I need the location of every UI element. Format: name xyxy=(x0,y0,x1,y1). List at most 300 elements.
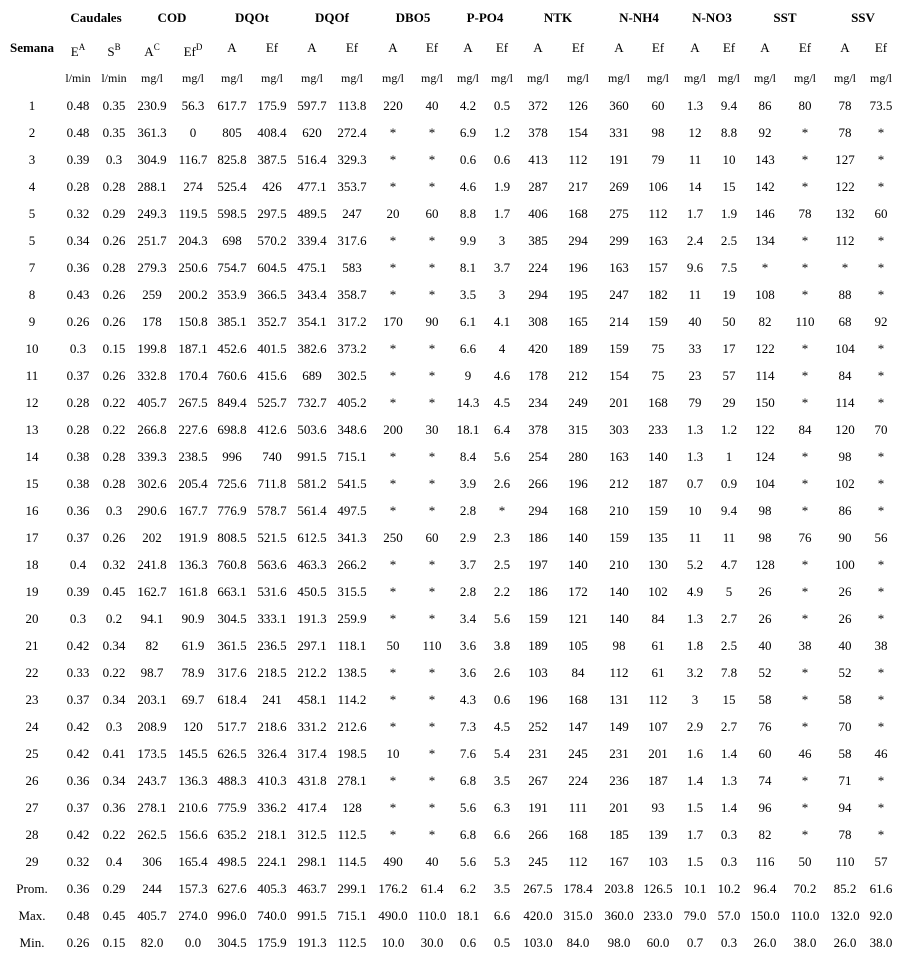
table-cell: 165.4 xyxy=(178,854,208,869)
column-subheader xyxy=(840,40,849,55)
summary-label: Min. xyxy=(19,935,45,950)
table-cell: 197 xyxy=(528,557,548,572)
table-cell: 0.4 xyxy=(105,854,123,869)
table-cell: 3.8 xyxy=(493,638,511,653)
summary-cell: 991.5 xyxy=(297,908,327,923)
table-cell: 167 xyxy=(609,854,629,869)
subheader-base: A xyxy=(144,44,154,59)
table-cell: 170.4 xyxy=(178,368,208,383)
unit-label: l/min xyxy=(101,71,127,85)
table-cell: 0.43 xyxy=(66,287,90,302)
table-cell: 173.5 xyxy=(137,746,167,761)
table-cell: * xyxy=(428,800,436,815)
column-subheader xyxy=(307,40,316,55)
table-cell: 0.2 xyxy=(105,611,123,626)
table-cell: 488.3 xyxy=(217,773,247,788)
summary-cell: 463.7 xyxy=(297,881,327,896)
table-cell: 266.2 xyxy=(337,557,367,572)
table-cell: 825.8 xyxy=(217,152,247,167)
table-cell: 333.1 xyxy=(257,611,287,626)
table-cell: 112 xyxy=(648,206,668,221)
table-cell: 413 xyxy=(528,152,548,167)
table-cell: 212.2 xyxy=(297,665,327,680)
table-cell: 119.5 xyxy=(178,206,208,221)
subheader-base: A xyxy=(227,40,237,55)
subheader-base: Ef xyxy=(425,40,439,55)
table-cell: 78.9 xyxy=(181,665,205,680)
table-cell: 140 xyxy=(648,449,668,464)
table-cell: 269 xyxy=(609,179,629,194)
table-cell: 489.5 xyxy=(297,206,327,221)
table-cell: 10 xyxy=(386,746,400,761)
table-cell: 79 xyxy=(651,152,665,167)
table-cell: 60 xyxy=(874,206,888,221)
table-cell: * xyxy=(389,179,397,194)
column-group-header: SST xyxy=(773,10,797,25)
table-cell: 90.9 xyxy=(181,611,205,626)
table-cell: 234 xyxy=(528,395,548,410)
table-cell: 191 xyxy=(528,800,548,815)
summary-cell: 112.5 xyxy=(337,935,367,950)
subheader-base: Ef xyxy=(651,40,665,55)
table-cell: 130 xyxy=(648,557,668,572)
summary-cell: 10.2 xyxy=(717,881,741,896)
table-cell: 210.6 xyxy=(178,800,208,815)
table-cell: 90 xyxy=(838,530,852,545)
table-cell: 227.6 xyxy=(178,422,208,437)
table-cell: 40 xyxy=(758,638,772,653)
subheader-base: A xyxy=(614,40,624,55)
table-cell: 7.5 xyxy=(720,260,738,275)
table-cell: 698.8 xyxy=(217,422,247,437)
unit-label: mg/l xyxy=(526,71,550,85)
table-cell: 317.4 xyxy=(297,746,327,761)
table-cell: 3.2 xyxy=(686,665,704,680)
week-cell: 5 xyxy=(28,233,36,248)
week-cell: 12 xyxy=(25,395,39,410)
table-cell: 163 xyxy=(609,260,629,275)
table-cell: 275 xyxy=(609,206,629,221)
table-cell: 113.8 xyxy=(337,98,367,113)
summary-cell: 84.0 xyxy=(566,935,590,950)
table-cell: 5.6 xyxy=(459,854,477,869)
table-cell: 7.3 xyxy=(459,719,477,734)
table-cell: 127 xyxy=(835,152,855,167)
table-cell: 0.39 xyxy=(66,584,90,599)
table-cell: 94.1 xyxy=(140,611,164,626)
column-group-header: DQOt xyxy=(235,10,269,25)
table-cell: * xyxy=(801,827,809,842)
table-cell: 110 xyxy=(422,638,442,653)
table-cell: 0.32 xyxy=(66,206,90,221)
unit-label: mg/l xyxy=(181,71,205,85)
table-cell: 561.4 xyxy=(297,503,327,518)
week-cell: 7 xyxy=(28,260,36,275)
table-cell: * xyxy=(389,665,397,680)
summary-cell: 26.0 xyxy=(753,935,777,950)
table-cell: 0.33 xyxy=(66,665,90,680)
summary-cell: 420.0 xyxy=(523,908,553,923)
summary-cell: 110.0 xyxy=(417,908,447,923)
table-cell: 4.1 xyxy=(493,314,511,329)
table-cell: 168 xyxy=(568,692,588,707)
table-cell: 159 xyxy=(609,530,629,545)
table-cell: 358.7 xyxy=(337,287,367,302)
table-cell: * xyxy=(498,503,506,518)
table-cell: 98 xyxy=(758,530,772,545)
table-cell: 198.5 xyxy=(337,746,367,761)
table-cell: 79 xyxy=(688,395,702,410)
table-cell: 304.5 xyxy=(217,611,247,626)
table-cell: 412.6 xyxy=(257,422,287,437)
summary-cell: 0.36 xyxy=(66,881,90,896)
summary-cell: 0.29 xyxy=(102,881,126,896)
summary-cell: 274.0 xyxy=(178,908,208,923)
column-subheader xyxy=(107,40,120,59)
subheader-base: Ef xyxy=(265,40,279,55)
table-cell: 231 xyxy=(528,746,548,761)
table-cell: 4.2 xyxy=(459,98,477,113)
column-subheader xyxy=(875,40,887,55)
table-cell: * xyxy=(801,152,809,167)
table-cell: 331.2 xyxy=(297,719,327,734)
table-cell: 175.9 xyxy=(257,98,287,113)
table-cell: 112 xyxy=(835,233,855,248)
table-cell: 149 xyxy=(609,719,629,734)
table-cell: 0.34 xyxy=(102,638,126,653)
column-subheader xyxy=(760,40,769,55)
table-cell: 2.8 xyxy=(459,584,477,599)
table-cell: 112 xyxy=(568,854,588,869)
table-cell: 1.7 xyxy=(686,827,704,842)
table-cell: 6.6 xyxy=(459,341,477,356)
subheader-base: A xyxy=(307,40,317,55)
table-cell: 740 xyxy=(262,449,282,464)
table-cell: * xyxy=(801,368,809,383)
table-cell: 372 xyxy=(528,98,548,113)
table-cell: 136.3 xyxy=(178,773,208,788)
table-cell: 315.5 xyxy=(337,584,367,599)
table-cell: 317.2 xyxy=(337,314,367,329)
table-cell: 290.6 xyxy=(137,503,167,518)
table-cell: 570.2 xyxy=(257,233,287,248)
table-cell: 252 xyxy=(528,719,548,734)
summary-cell: 627.6 xyxy=(217,881,247,896)
week-cell: 16 xyxy=(25,503,39,518)
table-cell: 312.5 xyxy=(297,827,327,842)
table-cell: 477.1 xyxy=(297,179,327,194)
table-cell: 0.41 xyxy=(102,746,126,761)
table-cell: 294 xyxy=(528,287,548,302)
summary-cell: 267.5 xyxy=(523,881,553,896)
table-cell: * xyxy=(877,719,885,734)
table-cell: 78 xyxy=(838,98,852,113)
table-cell: 0.34 xyxy=(102,692,126,707)
table-cell: * xyxy=(801,557,809,572)
table-cell: 135 xyxy=(648,530,668,545)
column-group-header: COD xyxy=(157,10,187,25)
summary-cell: 0.7 xyxy=(686,935,704,950)
table-cell: 100 xyxy=(835,557,855,572)
unit-label: mg/l xyxy=(456,71,480,85)
week-cell: 23 xyxy=(25,692,39,707)
table-cell: 9.4 xyxy=(720,503,738,518)
table-cell: * xyxy=(428,746,436,761)
summary-cell: 82.0 xyxy=(140,935,164,950)
table-cell: 58 xyxy=(758,692,772,707)
table-cell: * xyxy=(389,557,397,572)
table-cell: 134 xyxy=(755,233,775,248)
table-cell: 711.8 xyxy=(257,476,287,491)
table-cell: 202 xyxy=(142,530,162,545)
table-cell: 57 xyxy=(874,854,888,869)
row-header-label: Semana xyxy=(9,40,55,55)
table-cell: 0.35 xyxy=(102,98,126,113)
table-cell: 40 xyxy=(425,854,439,869)
table-cell: 0.28 xyxy=(66,422,90,437)
week-cell: 18 xyxy=(25,557,39,572)
table-cell: 259.9 xyxy=(337,611,367,626)
summary-cell: 96.4 xyxy=(753,881,777,896)
subheader-base: Ef xyxy=(722,40,736,55)
table-cell: 122 xyxy=(755,422,775,437)
table-cell: 336.2 xyxy=(257,800,287,815)
table-cell: 191.3 xyxy=(297,611,327,626)
table-cell: 201 xyxy=(648,746,668,761)
table-cell: 245 xyxy=(568,746,588,761)
table-cell: 452.6 xyxy=(217,341,247,356)
table-cell: 12 xyxy=(688,125,702,140)
table-cell: * xyxy=(877,584,885,599)
table-cell: 408.4 xyxy=(257,125,287,140)
table-cell: 201 xyxy=(609,800,629,815)
table-cell: 0.6 xyxy=(493,152,511,167)
table-cell: 0.3 xyxy=(720,827,738,842)
subheader-superscript: A xyxy=(78,42,86,52)
table-cell: 525.4 xyxy=(217,179,247,194)
table-cell: 203.1 xyxy=(137,692,167,707)
table-cell: 68 xyxy=(838,314,852,329)
table-cell: 583 xyxy=(342,260,362,275)
table-cell: 5.6 xyxy=(493,449,511,464)
table-cell: 204.3 xyxy=(178,233,208,248)
table-cell: 991.5 xyxy=(297,449,327,464)
table-cell: 385.1 xyxy=(217,314,247,329)
table-cell: 0.3 xyxy=(720,854,738,869)
column-group-header: DQOf xyxy=(315,10,349,25)
table-cell: 0.34 xyxy=(66,233,90,248)
table-cell: 84 xyxy=(651,611,665,626)
table-cell: 3 xyxy=(498,287,506,302)
summary-cell: 405.3 xyxy=(257,881,287,896)
week-cell: 3 xyxy=(28,152,36,167)
table-cell: 150 xyxy=(755,395,775,410)
table-cell: 0.26 xyxy=(102,530,126,545)
table-cell: 353.9 xyxy=(217,287,247,302)
table-cell: 618.4 xyxy=(217,692,247,707)
table-cell: 0.26 xyxy=(102,314,126,329)
table-cell: 187 xyxy=(648,773,668,788)
table-cell: 84 xyxy=(571,665,585,680)
table-cell: * xyxy=(801,233,809,248)
table-cell: 531.6 xyxy=(257,584,287,599)
table-cell: 126 xyxy=(568,98,588,113)
table-cell: 3.6 xyxy=(459,665,477,680)
summary-label: Prom. xyxy=(16,881,48,896)
table-cell: 2.5 xyxy=(720,638,738,653)
week-cell: 4 xyxy=(28,179,36,194)
table-cell: 4.5 xyxy=(493,719,511,734)
table-cell: 490 xyxy=(383,854,403,869)
table-cell: * xyxy=(428,125,436,140)
table-cell: 406 xyxy=(528,206,548,221)
table-cell: 385 xyxy=(528,233,548,248)
table-cell: 159 xyxy=(609,341,629,356)
table-cell: 75 xyxy=(651,341,665,356)
table-cell: 212.6 xyxy=(337,719,367,734)
table-cell: * xyxy=(801,611,809,626)
subheader-superscript: C xyxy=(153,42,160,52)
summary-cell: 360.0 xyxy=(604,908,634,923)
table-cell: 1.4 xyxy=(720,746,738,761)
table-cell: 33 xyxy=(688,341,702,356)
table-cell: 329.3 xyxy=(337,152,367,167)
table-cell: * xyxy=(428,395,436,410)
subheader-base: A xyxy=(388,40,398,55)
table-cell: 0.28 xyxy=(66,179,90,194)
table-cell: * xyxy=(428,368,436,383)
table-cell: 0.4 xyxy=(69,557,87,572)
table-cell: 92 xyxy=(758,125,772,140)
table-cell: 122 xyxy=(755,341,775,356)
table-cell: 75 xyxy=(651,368,665,383)
table-cell: 230.9 xyxy=(137,98,167,113)
week-cell: 8 xyxy=(28,287,36,302)
table-cell: 343.4 xyxy=(297,287,327,302)
summary-cell: 26.0 xyxy=(833,935,857,950)
column-subheader xyxy=(572,40,584,55)
table-cell: * xyxy=(877,503,885,518)
table-cell: 2.6 xyxy=(493,476,511,491)
table-cell: 98.7 xyxy=(140,665,164,680)
table-cell: 88 xyxy=(838,287,852,302)
table-cell: 50 xyxy=(722,314,736,329)
table-cell: 332.8 xyxy=(137,368,167,383)
table-cell: 604.5 xyxy=(257,260,287,275)
table-cell: 849.4 xyxy=(217,395,247,410)
table-cell: 1.3 xyxy=(686,449,704,464)
summary-cell: 98.0 xyxy=(607,935,631,950)
table-cell: 1.5 xyxy=(686,854,704,869)
table-cell: 2.3 xyxy=(493,530,511,545)
summary-cell: 178.4 xyxy=(563,881,593,896)
table-cell: 306 xyxy=(142,854,162,869)
table-cell: 157 xyxy=(648,260,668,275)
table-cell: * xyxy=(389,692,397,707)
table-cell: 0.15 xyxy=(102,341,126,356)
table-cell: * xyxy=(389,449,397,464)
table-cell: 201 xyxy=(609,395,629,410)
table-cell: 7.6 xyxy=(459,746,477,761)
summary-cell: 103.0 xyxy=(523,935,553,950)
table-cell: 46 xyxy=(874,746,888,761)
week-cell: 11 xyxy=(25,368,39,383)
table-cell: 218.6 xyxy=(257,719,287,734)
table-cell: * xyxy=(428,233,436,248)
week-cell: 27 xyxy=(25,800,39,815)
column-group-header: SSV xyxy=(851,10,875,25)
table-cell: 210 xyxy=(609,557,629,572)
table-cell: 178 xyxy=(528,368,548,383)
table-cell: 4.7 xyxy=(720,557,738,572)
week-cell: 19 xyxy=(25,584,39,599)
table-cell: 205.4 xyxy=(178,476,208,491)
column-subheader xyxy=(799,40,811,55)
summary-cell: 176.2 xyxy=(378,881,408,896)
week-cell: 29 xyxy=(25,854,39,869)
table-cell: 339.4 xyxy=(297,233,327,248)
table-cell: * xyxy=(389,152,397,167)
table-cell: 2.4 xyxy=(686,233,704,248)
table-cell: 218.1 xyxy=(257,827,287,842)
table-cell: 0.28 xyxy=(66,395,90,410)
unit-label: mg/l xyxy=(420,71,444,85)
table-cell: * xyxy=(877,557,885,572)
table-cell: 128 xyxy=(755,557,775,572)
table-cell: * xyxy=(428,611,436,626)
table-cell: 278.1 xyxy=(337,773,367,788)
table-cell: 76 xyxy=(758,719,772,734)
week-cell: 10 xyxy=(25,341,39,356)
table-cell: 0.26 xyxy=(102,368,126,383)
table-cell: 116.7 xyxy=(178,152,208,167)
table-cell: 110 xyxy=(795,314,815,329)
table-cell: 3.6 xyxy=(459,638,477,653)
table-cell: * xyxy=(877,125,885,140)
table-cell: 303 xyxy=(609,422,629,437)
table-cell: 1.3 xyxy=(686,611,704,626)
table-cell: 5.6 xyxy=(459,800,477,815)
table-cell: 0.5 xyxy=(493,98,511,113)
table-cell: 598.5 xyxy=(217,206,247,221)
table-cell: 315 xyxy=(568,422,588,437)
table-cell: 247 xyxy=(342,206,362,221)
table-cell: * xyxy=(428,260,436,275)
table-cell: 663.1 xyxy=(217,584,247,599)
table-cell: 245 xyxy=(528,854,548,869)
table-cell: 241.8 xyxy=(137,557,167,572)
unit-label: mg/l xyxy=(833,71,857,85)
week-cell: 2 xyxy=(28,125,36,140)
table-cell: 1.4 xyxy=(720,800,738,815)
table-cell: 6.3 xyxy=(493,800,511,815)
table-cell: 112 xyxy=(648,692,668,707)
table-cell: 0.42 xyxy=(66,719,90,734)
table-cell: 297.1 xyxy=(297,638,327,653)
table-cell: 2.7 xyxy=(720,611,738,626)
table-cell: 84 xyxy=(798,422,812,437)
table-cell: 191 xyxy=(609,152,629,167)
table-cell: 775.9 xyxy=(217,800,247,815)
table-cell: 6.4 xyxy=(493,422,511,437)
table-cell: 96 xyxy=(758,800,772,815)
table-cell: 4.9 xyxy=(686,584,704,599)
table-cell: * xyxy=(389,827,397,842)
table-cell: 236.5 xyxy=(257,638,287,653)
table-cell: 76 xyxy=(798,530,812,545)
table-cell: 167.7 xyxy=(178,503,208,518)
table-cell: 70 xyxy=(874,422,888,437)
